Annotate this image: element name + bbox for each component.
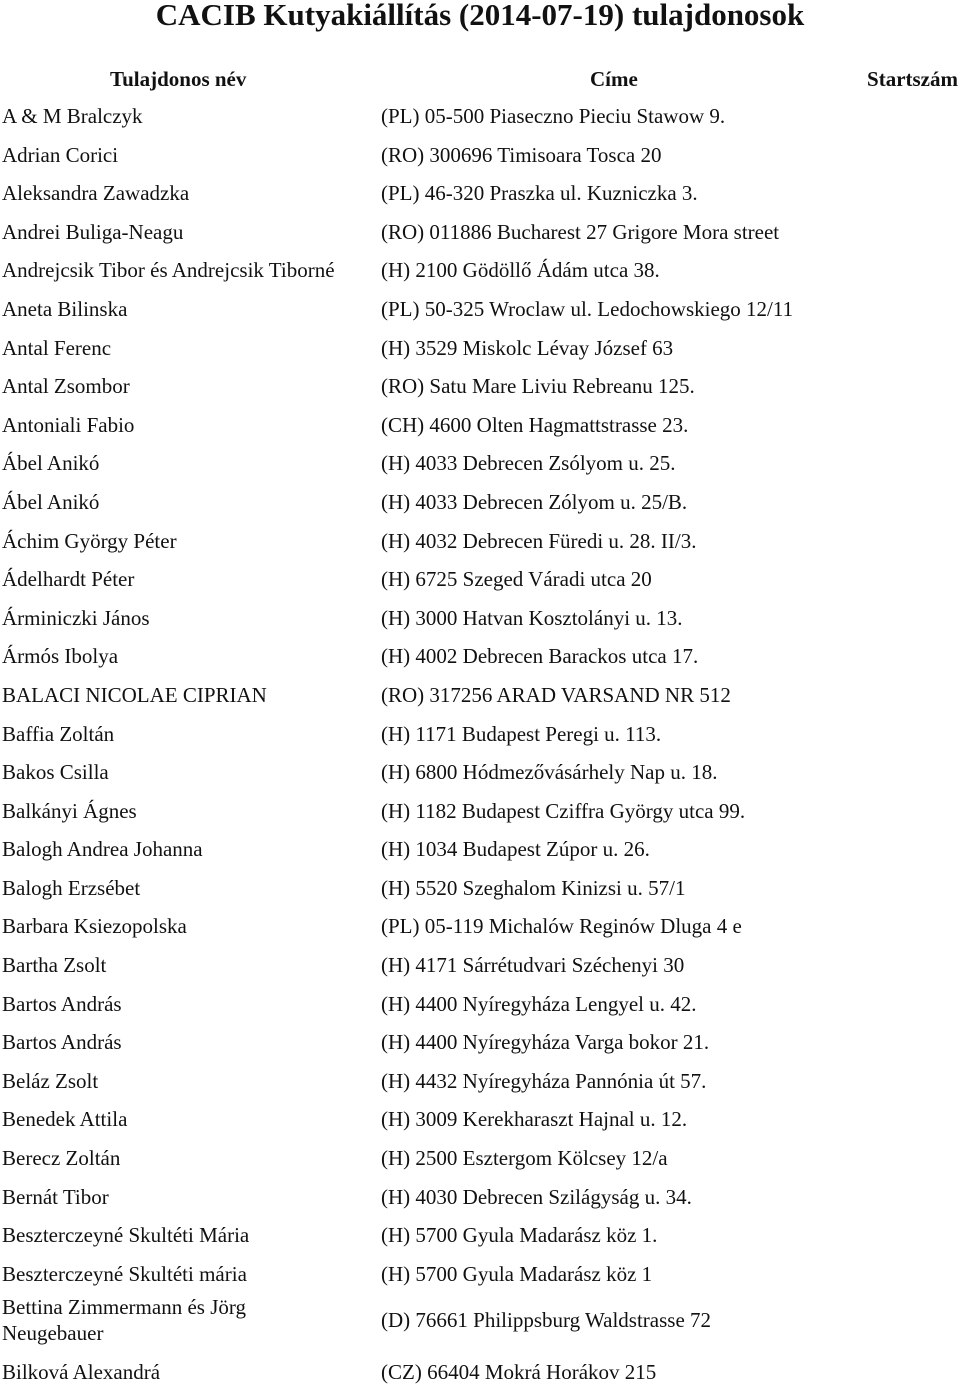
owner-address-cell: (RO) 011886 Bucharest 27 Grigore Mora street bbox=[381, 219, 780, 244]
owner-address-cell: (PL) 46-320 Praszka ul. Kuzniczka 3. bbox=[381, 181, 698, 206]
table-row bbox=[0, 1068, 960, 1107]
owner-name-cell: Andrei Buliga-Neagu bbox=[2, 219, 184, 244]
owner-name-cell: Andrejcsik Tibor és Andrejcsik Tiborné bbox=[2, 258, 335, 283]
table-row bbox=[0, 1359, 960, 1398]
owner-address-cell: (RO) 317256 ARAD VARSAND NR 512 bbox=[381, 682, 731, 707]
table-row bbox=[0, 1106, 960, 1145]
owner-address-cell: (H) 5700 Gyula Madarász köz 1. bbox=[381, 1223, 658, 1248]
owner-name-cell: Beszterczeyné Skultéti mária bbox=[2, 1261, 247, 1286]
owner-address-cell: (H) 4400 Nyíregyháza Varga bokor 21. bbox=[381, 1030, 710, 1055]
owner-name-cell: Ábel Anikó bbox=[2, 489, 100, 514]
owner-name-cell: Bartos András bbox=[2, 991, 122, 1016]
table-row bbox=[0, 913, 960, 952]
table-row bbox=[0, 412, 960, 451]
owner-name-cell: Bernát Tibor bbox=[2, 1184, 109, 1209]
owner-address-cell: (PL) 05-119 Michalów Reginów Dluga 4 e bbox=[381, 914, 742, 939]
owner-name-cell: Ármós Ibolya bbox=[2, 644, 119, 669]
table-row bbox=[0, 103, 960, 142]
table-row bbox=[0, 605, 960, 644]
owner-name-cell: Antal Zsombor bbox=[2, 374, 130, 399]
owner-name-cell: Barbara Ksiezopolska bbox=[2, 914, 187, 939]
table-row bbox=[0, 296, 960, 335]
table-row bbox=[0, 180, 960, 219]
owner-address-cell: (H) 1034 Budapest Zúpor u. 26. bbox=[381, 837, 650, 862]
owner-table bbox=[0, 103, 960, 1398]
table-row bbox=[0, 489, 960, 528]
owner-name-cell: Balkányi Ágnes bbox=[2, 798, 137, 823]
owner-address-cell: (H) 2500 Esztergom Kölcsey 12/a bbox=[381, 1146, 668, 1171]
owner-address-cell: (H) 2100 Gödöllő Ádám utca 38. bbox=[381, 258, 660, 283]
table-row bbox=[0, 952, 960, 991]
table-row bbox=[0, 528, 960, 567]
column-header-start-number: Startszám bbox=[867, 67, 958, 91]
table-row bbox=[0, 1184, 960, 1223]
table-row bbox=[0, 798, 960, 837]
table-row bbox=[0, 1029, 960, 1068]
owner-name-cell: Aleksandra Zawadzka bbox=[2, 181, 190, 206]
table-row bbox=[0, 682, 960, 721]
table-row bbox=[0, 566, 960, 605]
owner-address-cell: (H) 3529 Miskolc Lévay József 63 bbox=[381, 335, 674, 360]
owner-address-cell: (H) 1182 Budapest Cziffra György utca 99. bbox=[381, 798, 746, 823]
owner-address-cell: (H) 4032 Debrecen Füredi u. 28. II/3. bbox=[381, 528, 697, 553]
table-row bbox=[0, 759, 960, 798]
table-row bbox=[0, 991, 960, 1030]
owner-name-cell: Beláz Zsolt bbox=[2, 1068, 99, 1093]
page-title: CACIB Kutyakiállítás (2014-07-19) tulajdonosok bbox=[155, 0, 805, 32]
owner-name-cell: Áchim György Péter bbox=[2, 528, 177, 553]
owner-address-cell: (H) 4033 Debrecen Zólyom u. 25/B. bbox=[381, 489, 688, 514]
owner-name-cell: Aneta Bilinska bbox=[2, 296, 128, 321]
table-row bbox=[0, 1295, 960, 1359]
table-row bbox=[0, 257, 960, 296]
table-row bbox=[0, 373, 960, 412]
owner-name-cell: Bartha Zsolt bbox=[2, 953, 107, 978]
table-row bbox=[0, 1145, 960, 1184]
owner-address-cell: (RO) 300696 Timisoara Tosca 20 bbox=[381, 142, 662, 167]
owner-name-cell: Adrian Corici bbox=[2, 142, 119, 167]
owner-name-cell: Ábel Anikó bbox=[2, 451, 100, 476]
table-row bbox=[0, 643, 960, 682]
owner-address-cell: (H) 4432 Nyíregyháza Pannónia út 57. bbox=[381, 1068, 707, 1093]
table-row bbox=[0, 836, 960, 875]
owner-address-cell: (H) 6725 Szeged Váradi utca 20 bbox=[381, 567, 652, 592]
owner-address-cell: (RO) Satu Mare Liviu Rebreanu 125. bbox=[381, 374, 695, 399]
owner-address-cell: (H) 3000 Hatvan Kosztolányi u. 13. bbox=[381, 605, 683, 630]
owner-address-cell: (H) 4171 Sárrétudvari Széchenyi 30 bbox=[381, 953, 685, 978]
table-row bbox=[0, 450, 960, 489]
owner-name-cell: Balogh Erzsébet bbox=[2, 875, 141, 900]
owner-address-cell: (H) 4033 Debrecen Zsólyom u. 25. bbox=[381, 451, 676, 476]
table-row bbox=[0, 875, 960, 914]
owner-address-cell: (H) 5700 Gyula Madarász köz 1 bbox=[381, 1261, 653, 1286]
owner-name-cell: Baffia Zoltán bbox=[2, 721, 115, 746]
owner-name-cell: Antal Ferenc bbox=[2, 335, 112, 360]
owner-address-cell: (H) 4030 Debrecen Szilágyság u. 34. bbox=[381, 1184, 692, 1209]
table-row bbox=[0, 219, 960, 258]
owner-name-cell: Bakos Csilla bbox=[2, 760, 109, 785]
owner-name-cell: Balogh Andrea Johanna bbox=[2, 837, 203, 862]
table-row bbox=[0, 335, 960, 374]
owner-address-cell: (H) 4002 Debrecen Barackos utca 17. bbox=[381, 644, 699, 669]
owner-name-cell: BALACI NICOLAE CIPRIAN bbox=[2, 682, 267, 707]
owner-address-cell: (PL) 05-500 Piaseczno Pieciu Stawow 9. bbox=[381, 104, 726, 128]
table-row bbox=[0, 721, 960, 760]
owner-address-cell: (H) 6800 Hódmezővásárhely Nap u. 18. bbox=[381, 760, 718, 785]
owner-name-cell: Ádelhardt Péter bbox=[2, 567, 135, 592]
table-row bbox=[0, 1222, 960, 1261]
owner-address-cell: (D) 76661 Philippsburg Waldstrasse 72 bbox=[381, 1308, 712, 1333]
owner-name-cell: Antoniali Fabio bbox=[2, 412, 135, 437]
owner-name-cell: Bartos András bbox=[2, 1030, 122, 1055]
owner-address-cell: (H) 1171 Budapest Peregi u. 113. bbox=[381, 721, 662, 746]
column-header-address: Címe bbox=[590, 67, 638, 91]
owner-address-cell: (CH) 4600 Olten Hagmattstrasse 23. bbox=[381, 412, 689, 437]
owner-name-cell: Bilková Alexandrá bbox=[2, 1360, 161, 1385]
owner-name-cell: Benedek Attila bbox=[2, 1107, 128, 1132]
owner-address-cell: (H) 5520 Szeghalom Kinizsi u. 57/1 bbox=[381, 875, 686, 900]
owner-address-cell: (PL) 50-325 Wroclaw ul. Ledochowskiego 12/11 bbox=[381, 296, 794, 321]
owner-address-cell: (CZ) 66404 Mokrá Horákov 215 bbox=[381, 1360, 657, 1385]
column-header-owner-name: Tulajdonos név bbox=[110, 67, 247, 91]
owner-name-cell: Árminiczki János bbox=[2, 605, 150, 630]
owner-address-cell: (H) 4400 Nyíregyháza Lengyel u. 42. bbox=[381, 991, 697, 1016]
owner-address-cell: (H) 3009 Kerekharaszt Hajnal u. 12. bbox=[381, 1107, 688, 1132]
owner-name-cell: Beszterczeyné Skultéti Mária bbox=[2, 1223, 250, 1248]
owner-name-cell: Bettina Zimmermann és Jörg Neugebauer bbox=[2, 1295, 246, 1346]
owner-name-cell: A & M Bralczyk bbox=[2, 104, 143, 128]
table-row bbox=[0, 142, 960, 181]
owner-name-cell: Berecz Zoltán bbox=[2, 1146, 121, 1171]
